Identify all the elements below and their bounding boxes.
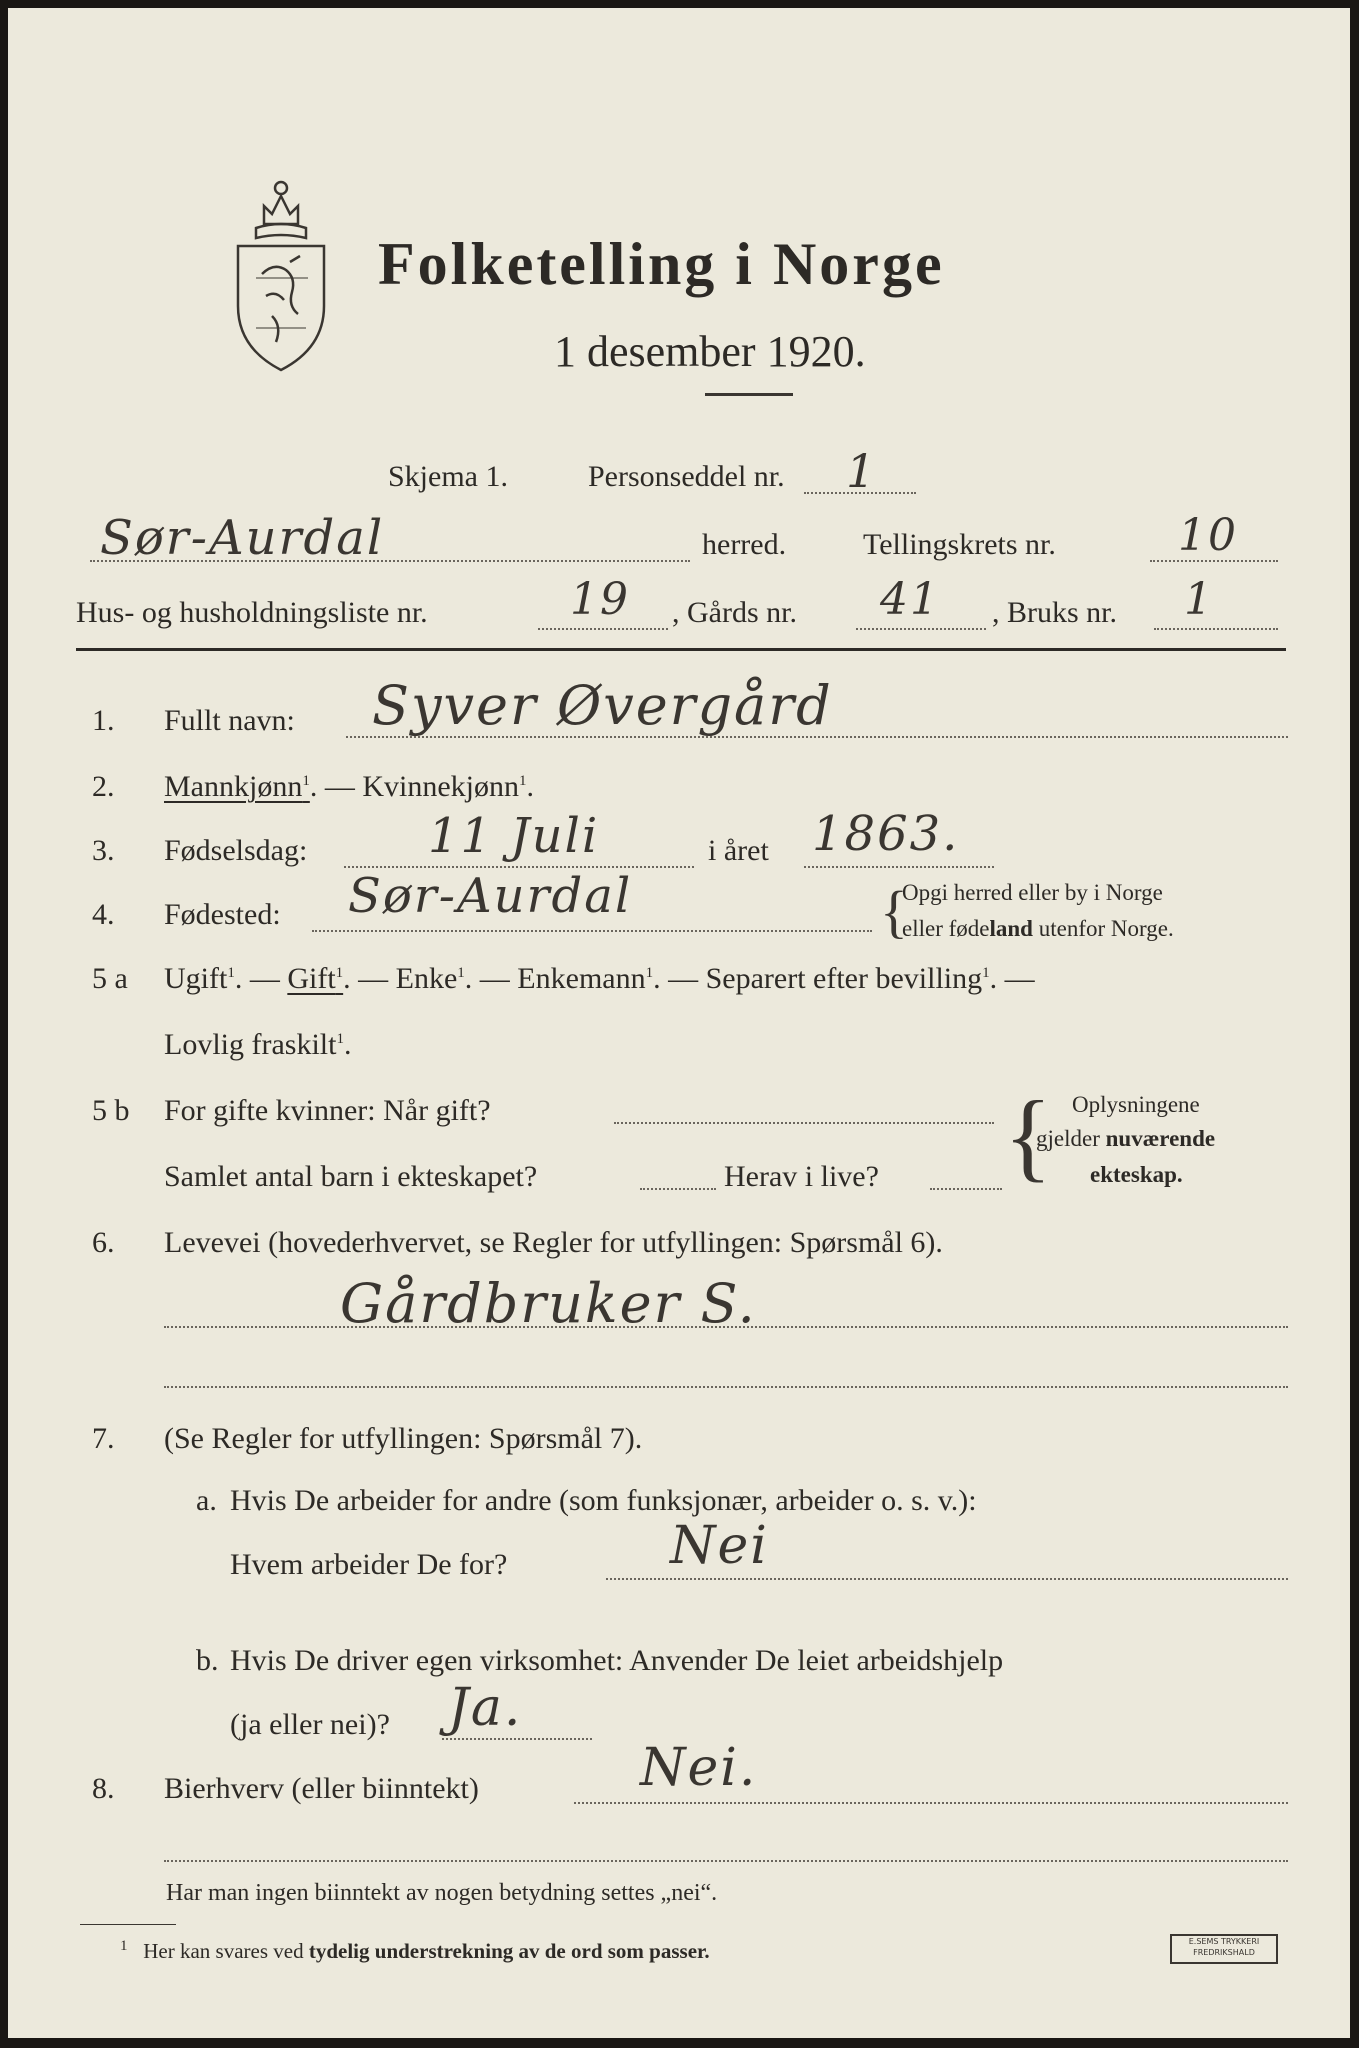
footnote-mark: 1 <box>120 1938 128 1954</box>
q7a-line1: Hvis De arbeider for andre (som funksjonær, arbeider o. s. v.): <box>230 1484 977 1517</box>
q5b-note-line2: gjelder nuværende <box>1036 1126 1216 1151</box>
q4-brace: { <box>880 879 908 944</box>
q7b-line2: (ja eller nei)? <box>230 1708 390 1741</box>
q7-number: 7. <box>92 1422 115 1455</box>
q1-full-name: Syver Øvergård <box>372 674 833 737</box>
q2-number: 2. <box>92 770 115 803</box>
footnote: $^1$ Her kan svares ved tydelig understrekning av de ord som passer. <box>120 1938 710 1963</box>
hus-value: 19 <box>570 574 630 625</box>
q5b-children-label: Samlet antal barn i ekteskapet? <box>164 1160 538 1193</box>
q4-note-line2: eller fødeland utenfor Norge. <box>902 916 1174 941</box>
q7a-employer: Nei <box>670 1516 769 1576</box>
q6-occupation: Gårdbruker S. <box>340 1272 757 1335</box>
q7a-line2: Hvem arbeider De for? <box>230 1548 508 1581</box>
q5a-fraskilt: Lovlig fraskilt$^1$. <box>164 1028 352 1061</box>
q6-number: 6. <box>92 1226 115 1259</box>
q5b-number: 5 b <box>92 1094 130 1127</box>
q5a-gift-underlined: Gift$^1$ <box>287 962 344 995</box>
q4-label: Fødested: <box>164 898 281 931</box>
q7b-letter: b. <box>196 1644 219 1677</box>
census-form <box>8 8 1350 2038</box>
q8-side-income: Nei. <box>640 1738 758 1798</box>
printer-stamp: E.SEMS TRYKKERI FREDRIKSHALD <box>1170 1934 1278 1964</box>
q2-kvinnekjonn: Kvinnekjønn <box>362 770 519 803</box>
personseddel-label: Personseddel nr. <box>588 460 785 493</box>
q7b-line1: Hvis De driver egen virksomhet: Anvender De leiet arbeidshjelp <box>230 1644 1004 1677</box>
skjema-label: Skjema 1. <box>388 460 508 493</box>
header-rule <box>76 648 1286 651</box>
personseddel-value: 1 <box>846 444 878 498</box>
q5b-brace: { <box>1004 1080 1052 1191</box>
census-date: 1 desember 1920. <box>554 327 866 376</box>
q3-number: 3. <box>92 834 115 867</box>
nei-note: Har man ingen biinntekt av nogen betydning settes „nei“. <box>166 1880 718 1906</box>
bruks-value: 1 <box>1184 574 1214 625</box>
q2-sex-options: Mannkjønn$^1$. — Kvinnekjønn$^1$. <box>164 770 534 803</box>
q1-label: Fullt navn: <box>164 704 295 737</box>
q3-birth-year: 1863. <box>812 806 960 862</box>
q3-label: Fødselsdag: <box>164 834 308 867</box>
q5b-note-line1: Oplysningene <box>1072 1092 1200 1117</box>
q7-label: (Se Regler for utfyllingen: Spørsmål 7). <box>164 1422 643 1455</box>
gards-label: , Gårds nr. <box>672 596 797 629</box>
q6-label: Levevei (hovederhvervet, se Regler for utfyllingen: Spørsmål 6). <box>164 1226 943 1259</box>
q5a-number: 5 a <box>92 962 128 995</box>
title-divider <box>705 393 793 396</box>
form-title: Folketelling i Norge <box>378 231 945 297</box>
footnote-rule <box>80 1924 176 1925</box>
q5b-alive-label: Herav i live? <box>724 1160 879 1193</box>
q4-number: 4. <box>92 898 115 931</box>
herred-label: herred. <box>702 528 787 561</box>
coat-of-arms-icon <box>226 166 336 376</box>
bruks-label: , Bruks nr. <box>992 596 1118 629</box>
q3-birthday: 11 Juli <box>428 808 600 864</box>
q5a-marital-options: Ugift$^1$. — Gift$^1$. — Enke$^1$. — Enkemann$^1$. — Separert efter bevilling$^1$. — <box>164 962 1035 995</box>
q5b-note-line3: ekteskap. <box>1090 1162 1183 1187</box>
q7b-hired-help: Ja. <box>448 1678 523 1738</box>
herred-value: Sør-Aurdal <box>100 510 385 566</box>
q4-birthplace: Sør-Aurdal <box>348 868 633 924</box>
q5b-line1: For gifte kvinner: Når gift? <box>164 1094 491 1127</box>
q2-mannkjonn-underlined: Mannkjønn$^1$ <box>164 770 310 803</box>
q1-number: 1. <box>92 704 115 737</box>
q4-note-line1: Opgi herred eller by i Norge <box>902 880 1163 905</box>
q8-label: Bierhverv (eller biinntekt) <box>164 1772 479 1805</box>
tellingskrets-label: Tellingskrets nr. <box>863 528 1056 561</box>
gards-value: 41 <box>880 574 940 625</box>
q5a-ugift: Ugift <box>164 962 228 995</box>
q7a-letter: a. <box>196 1484 217 1517</box>
q3-year-label: i året <box>708 834 769 867</box>
tellingskrets-value: 10 <box>1178 510 1238 561</box>
q8-number: 8. <box>92 1772 115 1805</box>
hus-label: Hus- og husholdningsliste nr. <box>76 596 428 629</box>
